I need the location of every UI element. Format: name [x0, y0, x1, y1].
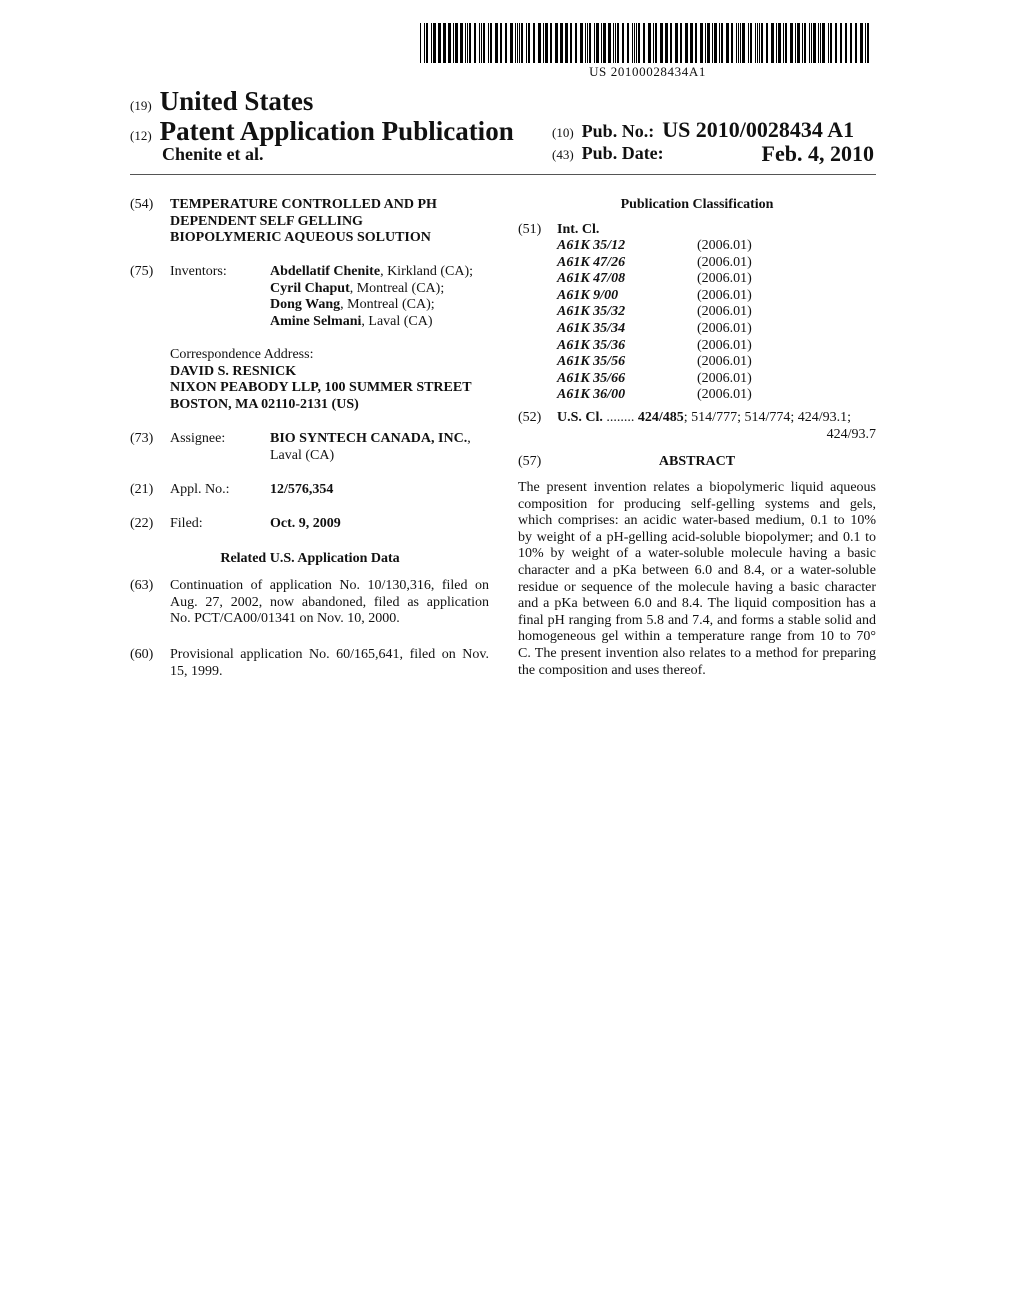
inventors-label: Inventors: [170, 264, 227, 279]
barcode-bar [695, 23, 697, 63]
uscl-line [557, 410, 876, 427]
barcode-bar [526, 23, 527, 63]
abstract-text [518, 480, 876, 679]
barcode-bar [467, 23, 468, 63]
uscl-label: U.S. Cl. [557, 410, 603, 425]
assignee [270, 431, 490, 464]
inid-75: (75) [130, 264, 154, 279]
barcode-bar [545, 23, 548, 63]
barcode-bar [533, 23, 535, 63]
barcode-bar [731, 23, 733, 63]
barcode-bar [505, 23, 507, 63]
barcode-bar [771, 23, 774, 63]
barcode-bar [850, 23, 852, 63]
barcode-bar [555, 23, 558, 63]
barcode-bar [653, 23, 654, 63]
barcode-bar [594, 23, 595, 63]
barcode-bar [580, 23, 583, 63]
abstract-line: C. The present invention also relates to a method for preparing [518, 645, 876, 661]
title [170, 197, 490, 247]
intcl-year: (2006.01) [697, 287, 752, 303]
title-line: BIOPOLYMERIC AQUEOUS SOLUTION [170, 230, 431, 246]
barcode-bar [481, 23, 482, 63]
barcode-bar [759, 23, 760, 63]
barcode-bar [483, 23, 485, 63]
inid-60: (60) [130, 647, 154, 662]
barcode-bar [783, 23, 784, 63]
barcode-bar [721, 23, 723, 63]
barcode [420, 23, 875, 63]
barcode-bar [517, 23, 518, 63]
intcl-code: A61K 36/00 [557, 387, 626, 403]
barcode-bar [622, 23, 624, 63]
header-rule [130, 174, 876, 175]
uscl-dots: ........ [606, 410, 635, 425]
barcode-bar [809, 23, 810, 63]
barcode-bar [707, 23, 710, 63]
barcode-bar [613, 23, 614, 63]
barcode-bar [748, 23, 749, 63]
intcl-label: Int. Cl. [557, 222, 600, 237]
pub-no-line [552, 117, 854, 143]
abstract-line: and a pKa between 6.0 and 8.4. The liquid composition has a [518, 596, 876, 612]
barcode-bar [570, 23, 572, 63]
intcl-year: (2006.01) [697, 354, 752, 370]
assignee-name-line: BIO SYNTECH CANADA, INC., [270, 431, 471, 446]
barcode-bar [795, 23, 796, 63]
barcode-bar [712, 23, 713, 63]
country-line [130, 86, 313, 116]
barcode-number: US 20100028434A1 [589, 64, 706, 79]
intcl-code: A61K 47/08 [557, 271, 626, 287]
barcode-bar [455, 23, 458, 63]
intcl-code: A61K 35/66 [557, 370, 626, 386]
inventor-location: , Laval (CA) [361, 313, 433, 329]
intcl-row [557, 304, 857, 321]
abstract-line: composition for producing self-gelling systems and gels, [518, 496, 876, 512]
correspondence-label: Correspondence Address: [170, 347, 314, 362]
barcode-bar [575, 23, 577, 63]
inventor-name: Cyril Chaput [270, 280, 350, 296]
barcode-bar [538, 23, 541, 63]
barcode-bar [469, 23, 471, 63]
barcode-bar [636, 23, 637, 63]
barcode-bar [648, 23, 651, 63]
abstract-line: which comprises: an acidic water-based medium, 0.1 to 10% [518, 513, 876, 529]
barcode-bar [828, 23, 829, 63]
intcl-code: A61K 35/12 [557, 238, 626, 253]
barcode-bar [804, 23, 806, 63]
intcl-row [557, 371, 857, 388]
barcode-bar [426, 23, 428, 63]
intcl-year: (2006.01) [697, 254, 752, 270]
intcl-row [557, 238, 857, 255]
inid-12: (12) [130, 128, 152, 143]
barcode-bar [830, 23, 832, 63]
inid-73: (73) [130, 431, 154, 446]
barcode-bar [675, 23, 678, 63]
assignee-location: Laval (CA) [270, 447, 335, 463]
intcl-code: A61K 9/00 [557, 287, 619, 303]
inventor-location: , Montreal (CA); [340, 297, 435, 313]
barcode-bar [627, 23, 629, 63]
inventor-name: Abdellatif Chenite [270, 264, 381, 279]
pub-date: Feb. 4, 2010 [761, 141, 874, 166]
barcode-bar [790, 23, 793, 63]
pub-no: US 2010/0028434 A1 [662, 117, 855, 142]
abstract-line: homogeneous gel within a temperature range from 10 to 70° [518, 629, 876, 645]
inid-19: (19) [130, 98, 152, 113]
intcl-code: A61K 47/26 [557, 254, 626, 270]
abstract-line: residue or sequence of the molecule having a basic character [518, 579, 876, 595]
barcode-bar [797, 23, 800, 63]
barcode-bar [515, 23, 516, 63]
intcl-row [557, 354, 857, 371]
appl-no: 12/576,354 [270, 482, 334, 497]
barcode-bar [680, 23, 682, 63]
barcode-bar [700, 23, 703, 63]
inid-22: (22) [130, 516, 154, 531]
intcl-year: (2006.01) [697, 320, 752, 336]
appl-no-label: Appl. No.: [170, 482, 230, 497]
barcode-bar [757, 23, 758, 63]
barcode-bar [420, 23, 421, 63]
inid-63: (63) [130, 578, 154, 593]
barcode-bar [822, 23, 825, 63]
filed-date: Oct. 9, 2009 [270, 516, 341, 531]
barcode-bar [865, 23, 866, 63]
inventor-short: Chenite et al. [162, 144, 264, 164]
barcode-bar [740, 23, 741, 63]
abstract-line: by weight of a pH-gelling acid-soluble biopolymer; and 0.1 to [518, 529, 876, 545]
inventor-name: Amine Selmani [270, 313, 362, 329]
continuation-text [170, 578, 489, 628]
barcode-bar [705, 23, 706, 63]
barcode-bar [755, 23, 756, 63]
barcode-bar [479, 23, 480, 63]
barcode-bar [608, 23, 611, 63]
inid-21: (21) [130, 482, 154, 497]
intcl-row [557, 321, 857, 338]
barcode-bar [519, 23, 520, 63]
continuation-line: Aug. 27, 2002, now abandoned, filed as application [170, 594, 489, 610]
inid-43: (43) [552, 147, 574, 162]
barcode-bar [596, 23, 599, 63]
classification-heading: Publication Classification [620, 197, 774, 212]
barcode-bar [632, 23, 633, 63]
intcl-year: (2006.01) [697, 370, 752, 386]
barcode-bar [813, 23, 816, 63]
continuation-line: Continuation of application No. 10/130,316, filed on [170, 578, 489, 593]
barcode-bar [438, 23, 441, 63]
assignee-name: BIO SYNTECH CANADA, INC. [270, 431, 468, 446]
barcode-bar [453, 23, 454, 63]
intcl-row [557, 338, 857, 355]
inventor-location: , Kirkland (CA); [380, 264, 473, 279]
barcode-bar [778, 23, 781, 63]
barcode-bar [638, 23, 640, 63]
provisional-text [170, 647, 489, 680]
barcode-bar [867, 23, 869, 63]
inventor-entry [270, 314, 490, 331]
barcode-bar [776, 23, 777, 63]
intcl-code: A61K 35/34 [557, 320, 626, 336]
intcl-year: (2006.01) [697, 238, 752, 253]
intcl-code: A61K 35/32 [557, 304, 626, 320]
intcl-year: (2006.01) [697, 387, 752, 403]
correspondence-line: NIXON PEABODY LLP, 100 SUMMER STREET [170, 380, 472, 396]
abstract-line: 10% by weight of a water-soluble molecule having a basic [518, 546, 876, 562]
barcode-bar [690, 23, 693, 63]
barcode-bar [488, 23, 489, 63]
barcode-bar [785, 23, 787, 63]
barcode-bar [448, 23, 451, 63]
barcode-bar [550, 23, 552, 63]
barcode-bar [495, 23, 498, 63]
intcl-row [557, 387, 857, 404]
barcode-bar [617, 23, 619, 63]
barcode-bar [585, 23, 586, 63]
barcode-bar [465, 23, 466, 63]
related-heading: Related U.S. Application Data [220, 551, 400, 566]
barcode-bar [750, 23, 752, 63]
provisional-line: 15, 1999. [170, 663, 223, 679]
doc-type: Patent Application Publication [159, 116, 514, 146]
abstract-heading: ABSTRACT [658, 454, 736, 469]
barcode-bar [845, 23, 847, 63]
barcode-bar [736, 23, 737, 63]
barcode-bar [510, 23, 513, 63]
inid-57: (57) [518, 454, 542, 469]
barcode-bar [615, 23, 616, 63]
barcode-bar [565, 23, 568, 63]
provisional-line: Provisional application No. 60/165,641, filed on Nov. [170, 647, 489, 662]
barcode-bar [603, 23, 606, 63]
uscl-rest: ; 514/777; 514/774; 424/93.1; [683, 410, 852, 425]
inventor-location: , Montreal (CA); [349, 280, 445, 296]
pub-date-label: Pub. Date: [581, 143, 664, 163]
intcl-row [557, 255, 857, 272]
doc-type-line [130, 116, 514, 146]
title-line: DEPENDENT SELF GELLING [170, 213, 363, 229]
barcode-bar [660, 23, 663, 63]
intcl-year: (2006.01) [697, 304, 752, 320]
barcode-bar [431, 23, 432, 63]
intcl-year: (2006.01) [697, 337, 752, 353]
filed-label: Filed: [170, 516, 203, 531]
barcode-bar [589, 23, 591, 63]
inventors-list [270, 264, 490, 330]
barcode-bar [474, 23, 476, 63]
pub-date-line [552, 143, 664, 164]
barcode-bar [820, 23, 821, 63]
correspondence-line: BOSTON, MA 02110-2131 (US) [170, 396, 359, 412]
inventor-entry [270, 264, 490, 281]
correspondence-block [170, 347, 500, 413]
inventor-name: Dong Wang [270, 297, 341, 313]
barcode-bar [670, 23, 672, 63]
inid-51: (51) [518, 222, 542, 237]
barcode-bar [714, 23, 717, 63]
barcode-bar [500, 23, 502, 63]
barcode-bar [818, 23, 819, 63]
inid-54: (54) [130, 197, 154, 212]
barcode-bar [835, 23, 837, 63]
intcl-code: A61K 35/56 [557, 354, 626, 370]
barcode-bar [840, 23, 842, 63]
assignee-label: Assignee: [170, 431, 226, 446]
intcl-row [557, 288, 857, 305]
barcode-bar [766, 23, 768, 63]
barcode-bar [761, 23, 763, 63]
intcl-year: (2006.01) [697, 271, 752, 287]
inventor-entry [270, 297, 490, 314]
barcode-bar [543, 23, 544, 63]
barcode-bar [587, 23, 588, 63]
barcode-bar [655, 23, 657, 63]
pub-no-label: Pub. No.: [581, 121, 655, 141]
abstract-line: The present invention relates a biopolymeric liquid aqueous [518, 480, 876, 495]
barcode-bar [685, 23, 688, 63]
barcode-bar [528, 23, 530, 63]
barcode-bar [490, 23, 492, 63]
barcode-bar [634, 23, 635, 63]
title-line: TEMPERATURE CONTROLLED AND PH [170, 197, 437, 212]
intcl-table [557, 238, 857, 404]
correspondence-line: DAVID S. RESNICK [170, 363, 297, 379]
inid-52: (52) [518, 410, 542, 425]
uscl-line2: 424/93.7 [826, 427, 876, 442]
intcl-row [557, 271, 857, 288]
barcode-bar [860, 23, 863, 63]
barcode-bar [460, 23, 463, 63]
intcl-code: A61K 35/36 [557, 337, 626, 353]
barcode-bar [521, 23, 523, 63]
barcode-bar [560, 23, 563, 63]
barcode-bar [802, 23, 803, 63]
barcode-bar [424, 23, 425, 63]
barcode-bar [738, 23, 739, 63]
abstract-line: final pH ranging from 5.8 and 7.4, and forms a stable solid and [518, 612, 876, 628]
abstract-line: character and a pKa between 6.0 and 8.4, or a water-soluble [518, 562, 876, 578]
uscl-primary: 424/485 [637, 410, 684, 425]
barcode-bar [855, 23, 857, 63]
barcode-bar [726, 23, 729, 63]
inid-10: (10) [552, 125, 574, 140]
abstract-line: the composition and uses thereof. [518, 662, 706, 678]
barcode-bar [719, 23, 720, 63]
continuation-line: No. PCT/CA00/01341 on Nov. 10, 2000. [170, 611, 400, 627]
barcode-bar [742, 23, 745, 63]
barcode-bar [601, 23, 602, 63]
country: United States [159, 86, 314, 116]
barcode-bar [643, 23, 645, 63]
barcode-bar [665, 23, 668, 63]
barcode-bar [433, 23, 436, 63]
barcode-bar [811, 23, 812, 63]
inventor-entry [270, 281, 490, 298]
barcode-bar [443, 23, 446, 63]
